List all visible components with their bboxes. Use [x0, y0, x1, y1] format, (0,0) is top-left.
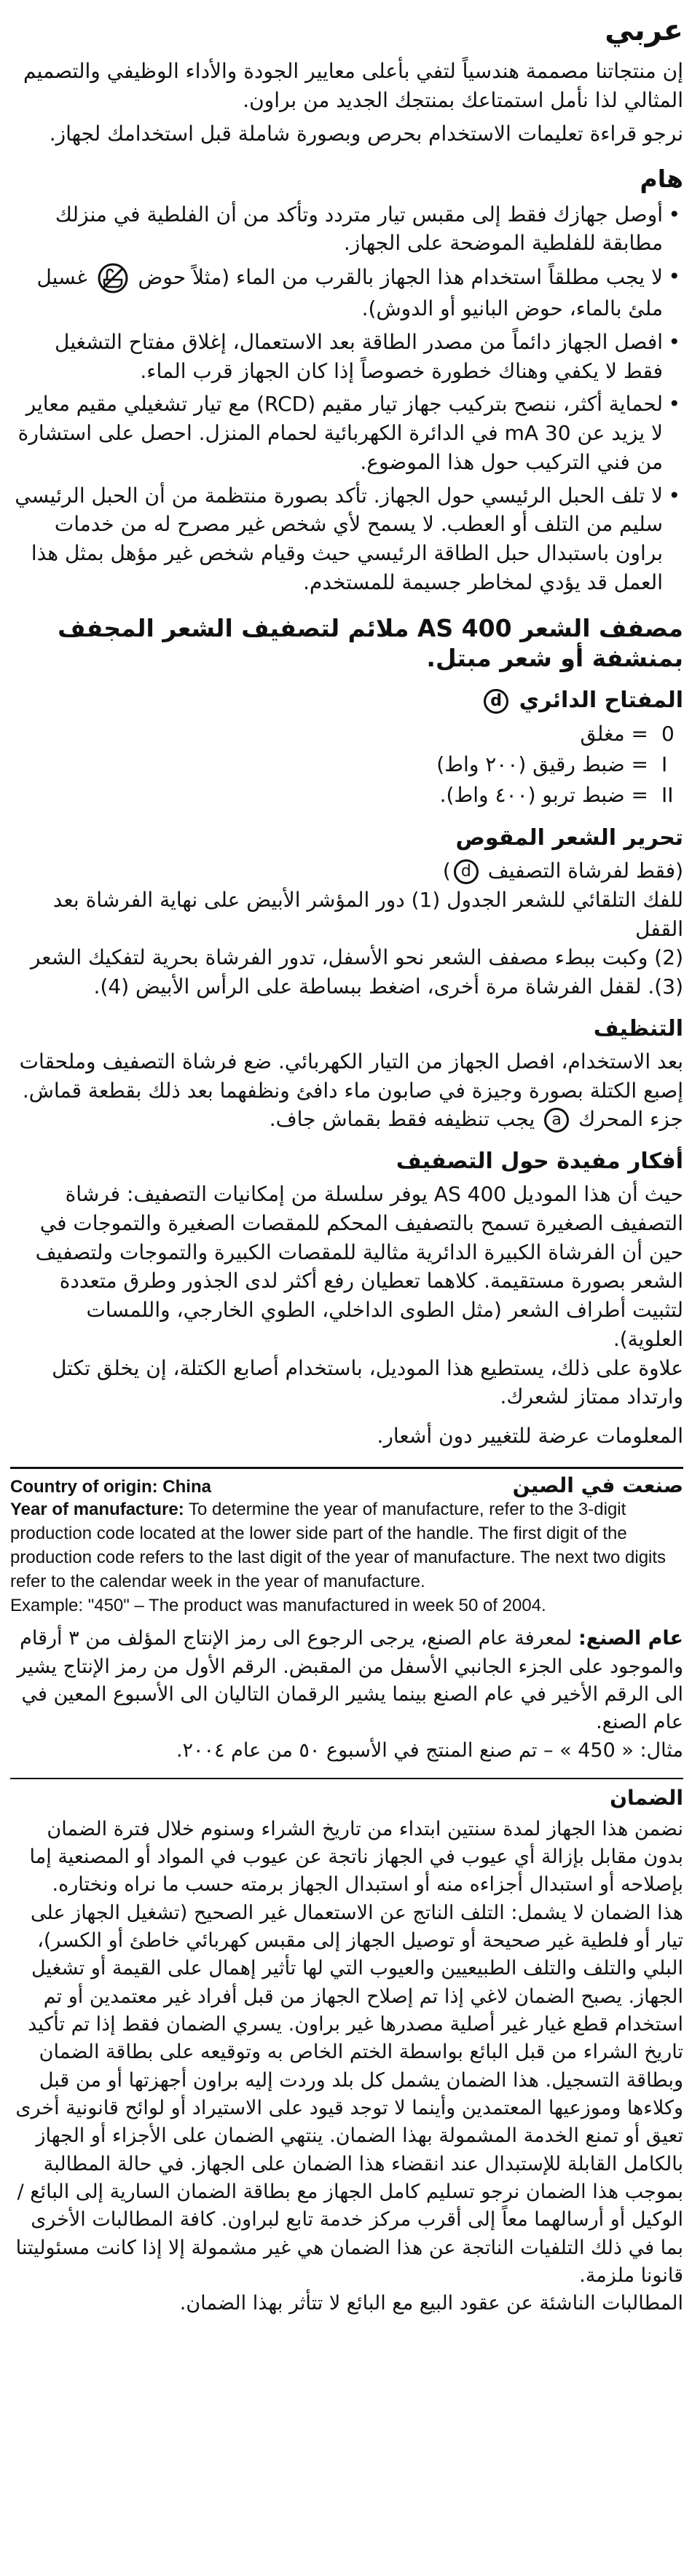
switch-setting-row: [10, 719, 683, 749]
origin-arabic: صنعت في الصين: [512, 1473, 683, 1497]
cleaning-heading: التنظيف: [593, 1015, 683, 1041]
intro-instruction: نرجو قراءة تعليمات الاستخدام بحرص وبصورة شاملة قبل استخدامك لجهاز.: [49, 121, 683, 146]
disclaimer-note: المعلومات عرضة للتغيير دون أشعار.: [377, 1424, 683, 1448]
important-item: • افصل الجهاز دائماً من مصدر الطاقة بعد الاستعمال، إغلاق مفتاح التشغيل فقط لا يكفي وهناك خطورة خصوصاً إذا كان الجهاز قرب الماء.: [10, 328, 663, 386]
release-line: (2) وكبت ببطء مصفف الشعر نحو الأسفل، تدور الفرشاة بحرية لتفكيك الشعر: [30, 945, 683, 970]
important-item: • أوصل جهازك فقط إلى مقبس تيار متردد وتأكد من أن الفلطية في منزلك مطابقة للفلطية الموضحة على الجهاز.: [10, 200, 663, 259]
important-heading: هام: [640, 165, 683, 194]
manufacture-english-example: Example: "450" – The product was manufactured in week 50 of 2004.: [10, 1596, 546, 1616]
styling-paragraph: علاوة على ذلك، يستطيع هذا الموديل، باستخدام أصابع الكتلة، إن يخلق تكتل وارتداد ممتاز لشعرك.: [52, 1355, 683, 1409]
origin-row: [10, 1473, 683, 1497]
release-heading: تحرير الشعر المقوص: [455, 825, 683, 851]
cleaning-motor-note: [10, 1105, 683, 1134]
warranty-paragraph: نضمن هذا الجهاز لمدة سنتين ابتداء من تاريخ الشراء وسنوم خلال فترة الضمان بدون مقابل بإزالة أي عيوب في الجهاز ناتجة عن عيوب في المواد أو المصنعية إما بإصلاحه أو استبدال أجزاءه منه أو استبدال الجهاز برمته حسب ما نراه ونختاره.: [29, 1817, 683, 1896]
manufacture-english-text: To determine the year of manufacture, refer to the 3-digit production code located at the lower side part of the handle. The first digit of the production code refers to the last digit of the year of manufacture. The next two digits refer to the calendar week in the year of manufacture.: [10, 1499, 667, 1592]
switch-label: = ضبط رقيق (٢٠٠ واط): [436, 752, 648, 776]
switch-label: = ضبط تربو (٤٠٠ واط).: [439, 783, 648, 807]
part-d-symbol-icon: d: [454, 859, 479, 884]
cleaning-motor-text: يجب تنظيفه فقط بقماش جاف.: [269, 1107, 535, 1132]
product-title: مصفف الشعر AS 400 ملائم لتصفيف الشعر المجفف بمنشفة أو شعر مبتل.: [58, 613, 683, 672]
important-item-text: غسيل ملئ بالماء، حوض البانيو أو الدوش).: [36, 265, 663, 320]
manufacture-arabic: [10, 1625, 683, 1765]
important-list: [10, 200, 683, 597]
styling-heading: أفكار مفيدة حول التصفيف: [396, 1149, 683, 1174]
part-d-symbol-icon: d: [484, 689, 508, 714]
intro-paragraph: إن منتجاتنا مصممة هندسياً لتفي بأعلى معايير الجودة والأداء الوظيفي والتصميم المثالي لذا نأمل استمتاعك بمنتجك الجديد من براون.: [23, 59, 683, 112]
manufacture-english-label: Year of manufacture:: [10, 1499, 184, 1519]
warranty-heading: الضمان: [610, 1785, 683, 1810]
release-line: (3). لقفل الفرشاة مرة أخرى، اضغط ببساطة على الرأس الأبيض (4).: [93, 974, 683, 999]
styling-paragraph: حيث أن هذا الموديل AS 400 يوفر سلسلة من إمكانيات التصفيف: فرشاة التصفيف الصغيرة تسمح بالتصفيف المحكم للمقصات الصغيرة والتموجات في حين أن الفرشاة الكبيرة الدائرية مثالية للمقصات الكبيرة والتموجات ولتصفيف الشعر بصورة مستقيمة. كلاهما تعطيان رفع أكثر لدى الجذور وطرق متعددة لتثبيت أطراف الشعر (مثل الطوى الداخلي، الطوي الخارجي، واللمسات العلوية).: [35, 1182, 683, 1351]
important-item: [10, 262, 663, 323]
release-subheading-close: ): [442, 859, 451, 883]
switch-setting-row: [10, 749, 683, 780]
section-divider: [10, 1467, 683, 1469]
switch-label: = مغلق: [580, 722, 648, 746]
important-item: • لا تلف الحبل الرئيسي حول الجهاز. تأكد بصورة منتظمة من أن الحبل الرئيسي سليم من التلف أو العطب. لا يسمح لأي شخص غير مصرح له من خدمات براون باستبدال حبل الطاقة الرئيسي حيث وقيام شخص غير مؤهل بمثل هذا العمل قد يؤدي لمخاطر جسيمة للمستخدم.: [10, 481, 663, 597]
manufacture-english: [10, 1497, 683, 1618]
cleaning-motor-text: جزء المحرك: [578, 1107, 683, 1132]
switch-key: II: [661, 783, 674, 807]
release-line: للفك التلقائي للشعر الجدول (1) دور المؤشر الأبيض على نهاية الفرشاة بعد القفل: [52, 887, 683, 941]
release-subheading-text: (فقط لفرشاة التصفيف: [487, 859, 683, 883]
switch-heading-text: المفتاح الدائري: [519, 688, 683, 713]
language-heading: عربي: [605, 14, 683, 47]
part-a-symbol-icon: a: [544, 1108, 569, 1133]
warranty-paragraph: المطالبات الناشئة عن عقود البيع مع البائع لا تتأثر بهذا الضمان.: [179, 2292, 683, 2315]
important-item: • لحماية أكثر، ننصح بتركيب جهاز تيار مقيم (RCD) مع تيار تشغيلي مقيم معاير لا يزيد عن 30 mA في الدائرة الكهربائية لحمام المنزل. احصل على استشارة من فني التركيب حول هذا الموضوع.: [10, 390, 663, 476]
important-item-text: لا يجب مطلقاً استخدام هذا الجهاز بالقرب من الماء (مثلاً حوض: [138, 265, 663, 289]
switch-setting-row: [10, 780, 683, 811]
cleaning-text: بعد الاستخدام، افصل الجهاز من التيار الكهربائي. ضع فرشاة التصفيف وملحقات إصبع الكتلة بصورة وجيزة في صابون ماء دافئ ونظفهما بعد ذلك بقطعة قماش.: [19, 1049, 683, 1103]
warranty-section: [10, 1784, 683, 2318]
manufacture-arabic-label: عام الصنع:: [578, 1627, 683, 1650]
origin-english: Country of origin: China: [10, 1476, 211, 1497]
switch-key: 0: [661, 722, 675, 746]
switch-heading: [10, 686, 683, 714]
section-divider: [10, 1778, 683, 1779]
manufacture-arabic-text: لمعرفة عام الصنع، يرجى الرجوع الى رمز الإنتاج المؤلف من ٣ أرقام والموجود على الجزء الجانبي الأسفل من المقبض. الرقم الأول من رمز الإنتاج يشير الى الرقم الأخير في عام الصنع بينما يشير الرقمان التاليان الى الأسبوع المعين في عام الصنع.: [17, 1627, 683, 1734]
switch-key: I: [661, 752, 668, 776]
warranty-paragraph: هذا الضمان لا يشمل: التلف الناتج عن الاستعمال غير الصحيح (تشغيل الجهاز على تيار أو فلطية غير صحيحة أو توصيل الجهاز إلى مقبس كهربائي خاطئ أو الكسر)، البلي والتلف والتلف الطبيعيين والعيوب التي لها تأثير إهمال على القيمة أو تشغيل الجهاز. يصبح الضمان لاغي إذا تم إصلاح الجهاز من قبل أفراد غير معتمدين أو تم استخدام قطع غيار غير أصلية مصدرها غير براون. يسري الضمان فقط إذا تم تأكيد تاريخ الشراء من قبل البائع بواسطة الختم الخاص به وتوقيعه على بطاقة الضمان وبطاقة التسجيل. هذا الضمان يشمل كل بلد وردت إليه براون أجهزتها أو من قبل وكلاءها وموزعيها المعتمدين وأينما لا توجد قيود على الاستيراد أو لوائح قانونية أخرى تعيق أو تمنع الخدمة المشمولة بهذا الضمان. ينتهي الضمان على الأجزاء أو الجهاز بالكامل القابلة للإستبدال عند انقضاء هذا الضمان على الجهاز. في حالة المطالبة بموجب هذا الضمان نرجو تسليم كامل الجهاز مع بطاقة الضمان السارية إلى البائع / الوكيل أو أرسالهما معاً إلى أقرب مركز خدمة تابع لبراون. كافة المطالبات الأخرى بما في ذلك التلفيات الناتجة عن هذا الضمان هي غير مشمولة إلا إذا كانت مسئوليتنا قانونا ملزمة.: [15, 1901, 683, 2287]
arabic-section: [10, 13, 683, 1451]
switch-settings: [10, 719, 683, 811]
no-bath-icon: [97, 262, 129, 294]
manufacture-arabic-example: مثال: « 450 » – تم صنع المنتج في الأسبوع ٥٠ من عام ٢٠٠٤.: [176, 1738, 683, 1762]
release-subheading: [10, 856, 683, 886]
